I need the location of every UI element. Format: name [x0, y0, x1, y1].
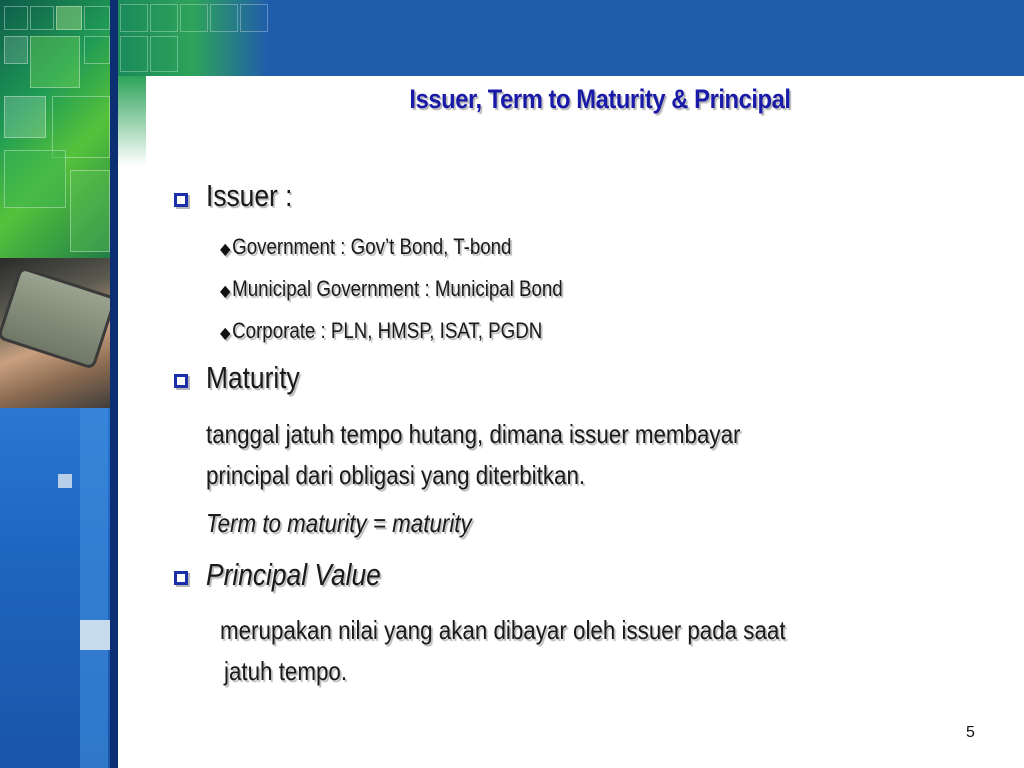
checkbox-bullet-icon [174, 571, 188, 585]
maturity-heading: Maturity [206, 360, 300, 395]
issuer-heading: Issuer : [206, 178, 293, 213]
checkbox-bullet-icon [174, 193, 188, 207]
diamond-bullet-icon: ◆ [220, 283, 231, 300]
diamond-bullet-icon: ◆ [220, 241, 231, 258]
principal-heading: Principal Value [206, 557, 381, 592]
slide-title: Issuer, Term to Maturity & Principal [409, 84, 791, 114]
maturity-desc-line2: principal dari obligasi yang diterbitkan. [206, 460, 586, 490]
page-number: 5 [966, 724, 975, 741]
issuer-item-1: ◆Government : Gov’t Bond, T-bond [220, 234, 512, 259]
maturity-desc-line1: tanggal jatuh tempo hutang, dimana issuer membayar [206, 419, 741, 449]
checkbox-bullet-icon [174, 374, 188, 388]
maturity-formula: Term to maturity = maturity [206, 508, 472, 538]
issuer-item-2: ◆Municipal Government : Municipal Bond [220, 276, 563, 301]
diamond-bullet-icon: ◆ [220, 325, 231, 342]
principal-desc-line1: merupakan nilai yang akan dibayar oleh issuer pada saat [220, 615, 786, 645]
issuer-item-3: ◆Corporate : PLN, HMSP, ISAT, PGDN [220, 318, 543, 343]
principal-desc-line2: jatuh tempo. [224, 656, 348, 686]
